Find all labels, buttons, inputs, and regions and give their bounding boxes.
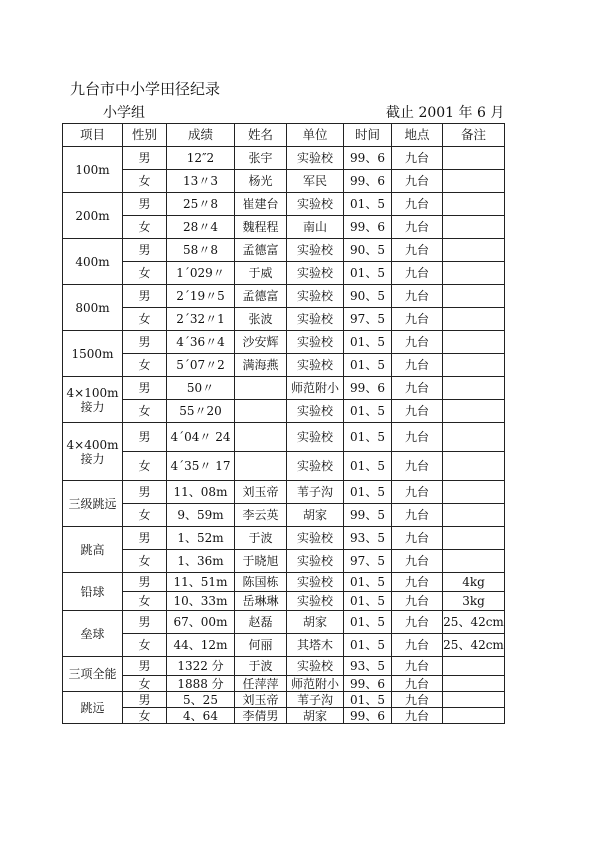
event-cell: 跳远 (63, 692, 123, 724)
name-cell: 刘玉帝 (235, 481, 287, 504)
note-cell: 25、42cm (443, 611, 505, 634)
table-row (63, 481, 505, 504)
event-cell: 4×100m 接力 (63, 377, 123, 423)
name-cell: 岳琳琳 (235, 592, 287, 611)
note-cell (443, 262, 505, 285)
name-cell: 何丽 (235, 634, 287, 657)
note-cell (443, 354, 505, 377)
gender-cell: 女 (123, 504, 167, 527)
note-cell (443, 400, 505, 423)
gender-cell: 男 (123, 331, 167, 354)
result-cell: 10、33m (167, 592, 235, 611)
table-row (63, 657, 505, 676)
note-cell (443, 452, 505, 481)
event-cell: 铅球 (63, 573, 123, 611)
table-row (63, 354, 505, 377)
time-cell: 93、5 (344, 657, 392, 676)
col-header-place: 地点 (392, 124, 443, 147)
result-cell: 4´04〃 24 (167, 423, 235, 452)
place-cell: 九台 (392, 193, 443, 216)
place-cell: 九台 (392, 573, 443, 592)
note-cell (443, 308, 505, 331)
table-row (63, 147, 505, 170)
unit-cell: 实验校 (287, 239, 344, 262)
time-cell: 01、5 (344, 262, 392, 285)
table-row (63, 550, 505, 573)
result-cell: 44、12m (167, 634, 235, 657)
note-cell: 4kg (443, 573, 505, 592)
result-cell: 11、08m (167, 481, 235, 504)
note-cell: 3kg (443, 592, 505, 611)
table-row (63, 423, 505, 452)
event-cell: 400m (63, 239, 123, 285)
result-cell: 4´35〃 17 (167, 452, 235, 481)
unit-cell: 实验校 (287, 550, 344, 573)
note-cell (443, 657, 505, 676)
time-cell: 01、5 (344, 354, 392, 377)
time-cell: 90、5 (344, 239, 392, 262)
as-of-date: 截止 2001 年 6 月 (386, 105, 505, 121)
unit-cell: 胡家 (287, 708, 344, 724)
note-cell (443, 676, 505, 692)
name-cell: 任萍萍 (235, 676, 287, 692)
header-row (63, 124, 505, 147)
result-cell: 28〃4 (167, 216, 235, 239)
result-cell: 5、25 (167, 692, 235, 708)
note-cell (443, 550, 505, 573)
place-cell: 九台 (392, 611, 443, 634)
result-cell: 13〃3 (167, 170, 235, 193)
place-cell: 九台 (392, 216, 443, 239)
place-cell: 九台 (392, 354, 443, 377)
gender-cell: 女 (123, 354, 167, 377)
time-cell: 90、5 (344, 285, 392, 308)
event-cell: 三级跳远 (63, 481, 123, 527)
time-cell: 99、5 (344, 504, 392, 527)
event-cell: 跳高 (63, 527, 123, 573)
result-cell: 12″2 (167, 147, 235, 170)
place-cell: 九台 (392, 423, 443, 452)
table-row (63, 400, 505, 423)
time-cell: 93、5 (344, 527, 392, 550)
note-cell (443, 504, 505, 527)
unit-cell: 实验校 (287, 147, 344, 170)
place-cell: 九台 (392, 170, 443, 193)
note-cell (443, 708, 505, 724)
result-cell: 1888 分 (167, 676, 235, 692)
col-header-name: 姓名 (235, 124, 287, 147)
gender-cell: 男 (123, 239, 167, 262)
table-row (63, 452, 505, 481)
table-row (63, 708, 505, 724)
gender-cell: 男 (123, 423, 167, 452)
place-cell: 九台 (392, 657, 443, 676)
time-cell: 99、6 (344, 147, 392, 170)
unit-cell: 实验校 (287, 331, 344, 354)
table-row (63, 377, 505, 400)
place-cell: 九台 (392, 504, 443, 527)
time-cell: 97、5 (344, 308, 392, 331)
col-header-note: 备注 (443, 124, 505, 147)
gender-cell: 女 (123, 708, 167, 724)
result-cell: 4、64 (167, 708, 235, 724)
name-cell: 满海燕 (235, 354, 287, 377)
result-cell: 50〃 (167, 377, 235, 400)
gender-cell: 女 (123, 676, 167, 692)
result-cell: 2´19〃5 (167, 285, 235, 308)
gender-cell: 女 (123, 308, 167, 331)
note-cell (443, 193, 505, 216)
result-cell: 55〃20 (167, 400, 235, 423)
unit-cell: 实验校 (287, 308, 344, 331)
name-cell: 赵磊 (235, 611, 287, 634)
unit-cell: 苇子沟 (287, 481, 344, 504)
table-row (63, 573, 505, 592)
result-cell: 2´32〃1 (167, 308, 235, 331)
gender-cell: 男 (123, 193, 167, 216)
result-cell: 11、51m (167, 573, 235, 592)
name-cell: 杨光 (235, 170, 287, 193)
col-header-time: 时间 (344, 124, 392, 147)
table-row (63, 239, 505, 262)
place-cell: 九台 (392, 692, 443, 708)
gender-cell: 男 (123, 573, 167, 592)
event-cell: 100m (63, 147, 123, 193)
table-row (63, 193, 505, 216)
time-cell: 01、5 (344, 573, 392, 592)
col-header-gender: 性别 (123, 124, 167, 147)
note-cell (443, 216, 505, 239)
unit-cell: 实验校 (287, 657, 344, 676)
table-row (63, 676, 505, 692)
table-row (63, 634, 505, 657)
unit-cell: 实验校 (287, 592, 344, 611)
name-cell (235, 400, 287, 423)
time-cell: 01、5 (344, 423, 392, 452)
name-cell (235, 452, 287, 481)
name-cell (235, 377, 287, 400)
place-cell: 九台 (392, 147, 443, 170)
time-cell: 01、5 (344, 692, 392, 708)
name-cell: 于威 (235, 262, 287, 285)
gender-cell: 男 (123, 147, 167, 170)
note-cell (443, 285, 505, 308)
name-cell: 崔建台 (235, 193, 287, 216)
unit-cell: 实验校 (287, 193, 344, 216)
note-cell (443, 170, 505, 193)
table-row (63, 527, 505, 550)
time-cell: 01、5 (344, 481, 392, 504)
unit-cell: 实验校 (287, 452, 344, 481)
unit-cell: 实验校 (287, 573, 344, 592)
unit-cell: 实验校 (287, 354, 344, 377)
place-cell: 九台 (392, 331, 443, 354)
result-cell: 1´029〃 (167, 262, 235, 285)
place-cell: 九台 (392, 262, 443, 285)
unit-cell: 实验校 (287, 400, 344, 423)
gender-cell: 女 (123, 550, 167, 573)
result-cell: 9、59m (167, 504, 235, 527)
unit-cell: 师范附小 (287, 676, 344, 692)
place-cell: 九台 (392, 634, 443, 657)
note-cell (443, 239, 505, 262)
name-cell: 张宇 (235, 147, 287, 170)
gender-cell: 女 (123, 216, 167, 239)
result-cell: 1322 分 (167, 657, 235, 676)
result-cell: 4´36〃4 (167, 331, 235, 354)
place-cell: 九台 (392, 452, 443, 481)
result-cell: 5´07〃2 (167, 354, 235, 377)
name-cell: 魏程程 (235, 216, 287, 239)
gender-cell: 女 (123, 262, 167, 285)
result-cell: 1、52m (167, 527, 235, 550)
table-row (63, 262, 505, 285)
table-row (63, 308, 505, 331)
unit-cell: 师范附小 (287, 377, 344, 400)
event-cell: 1500m (63, 331, 123, 377)
place-cell: 九台 (392, 239, 443, 262)
place-cell: 九台 (392, 527, 443, 550)
place-cell: 九台 (392, 481, 443, 504)
document-title: 九台市中小学田径纪录 (70, 80, 221, 98)
gender-cell: 女 (123, 592, 167, 611)
table-row (63, 216, 505, 239)
result-cell: 67、00m (167, 611, 235, 634)
place-cell: 九台 (392, 676, 443, 692)
time-cell: 01、5 (344, 331, 392, 354)
name-cell: 沙安辉 (235, 331, 287, 354)
table-row (63, 331, 505, 354)
col-header-event: 项目 (63, 124, 123, 147)
time-cell: 99、6 (344, 708, 392, 724)
event-cell: 4×400m 接力 (63, 423, 123, 481)
gender-cell: 女 (123, 634, 167, 657)
place-cell: 九台 (392, 708, 443, 724)
gender-cell: 男 (123, 481, 167, 504)
name-cell: 李倩男 (235, 708, 287, 724)
gender-cell: 男 (123, 657, 167, 676)
table-row (63, 692, 505, 708)
event-cell: 800m (63, 285, 123, 331)
place-cell: 九台 (392, 592, 443, 611)
time-cell: 99、6 (344, 377, 392, 400)
unit-cell: 军民 (287, 170, 344, 193)
unit-cell: 南山 (287, 216, 344, 239)
gender-cell: 男 (123, 285, 167, 308)
table-row (63, 611, 505, 634)
time-cell: 01、5 (344, 592, 392, 611)
time-cell: 01、5 (344, 611, 392, 634)
name-cell: 张波 (235, 308, 287, 331)
event-cell: 三项全能 (63, 657, 123, 692)
gender-cell: 男 (123, 692, 167, 708)
col-header-result: 成绩 (167, 124, 235, 147)
name-cell: 李云英 (235, 504, 287, 527)
note-cell (443, 481, 505, 504)
time-cell: 01、5 (344, 634, 392, 657)
result-cell: 1、36m (167, 550, 235, 573)
gender-cell: 男 (123, 377, 167, 400)
time-cell: 01、5 (344, 452, 392, 481)
name-cell: 孟德富 (235, 239, 287, 262)
note-cell (443, 377, 505, 400)
place-cell: 九台 (392, 377, 443, 400)
note-cell: 25、42cm (443, 634, 505, 657)
col-header-unit: 单位 (287, 124, 344, 147)
time-cell: 01、5 (344, 193, 392, 216)
note-cell (443, 527, 505, 550)
table-row (63, 170, 505, 193)
place-cell: 九台 (392, 285, 443, 308)
place-cell: 九台 (392, 550, 443, 573)
place-cell: 九台 (392, 308, 443, 331)
gender-cell: 男 (123, 611, 167, 634)
unit-cell: 胡家 (287, 504, 344, 527)
time-cell: 99、6 (344, 216, 392, 239)
name-cell: 孟德富 (235, 285, 287, 308)
unit-cell: 实验校 (287, 527, 344, 550)
table-row (63, 285, 505, 308)
note-cell (443, 423, 505, 452)
time-cell: 99、6 (344, 170, 392, 193)
unit-cell: 实验校 (287, 285, 344, 308)
table-row (63, 592, 505, 611)
name-cell (235, 423, 287, 452)
unit-cell: 苇子沟 (287, 692, 344, 708)
records-table (62, 123, 505, 724)
note-cell (443, 147, 505, 170)
note-cell (443, 331, 505, 354)
event-cell: 垒球 (63, 611, 123, 657)
result-cell: 25〃8 (167, 193, 235, 216)
gender-cell: 男 (123, 527, 167, 550)
event-cell: 200m (63, 193, 123, 239)
table-row (63, 504, 505, 527)
name-cell: 于波 (235, 527, 287, 550)
name-cell: 陈国栋 (235, 573, 287, 592)
unit-cell: 实验校 (287, 262, 344, 285)
time-cell: 97、5 (344, 550, 392, 573)
place-cell: 九台 (392, 400, 443, 423)
gender-cell: 女 (123, 400, 167, 423)
unit-cell: 胡家 (287, 611, 344, 634)
time-cell: 99、6 (344, 676, 392, 692)
name-cell: 刘玉帝 (235, 692, 287, 708)
name-cell: 于晓旭 (235, 550, 287, 573)
unit-cell: 实验校 (287, 423, 344, 452)
name-cell: 于波 (235, 657, 287, 676)
gender-cell: 女 (123, 452, 167, 481)
gender-cell: 女 (123, 170, 167, 193)
group-label: 小学组 (103, 105, 145, 121)
time-cell: 01、5 (344, 400, 392, 423)
unit-cell: 其塔木 (287, 634, 344, 657)
result-cell: 58〃8 (167, 239, 235, 262)
note-cell (443, 692, 505, 708)
